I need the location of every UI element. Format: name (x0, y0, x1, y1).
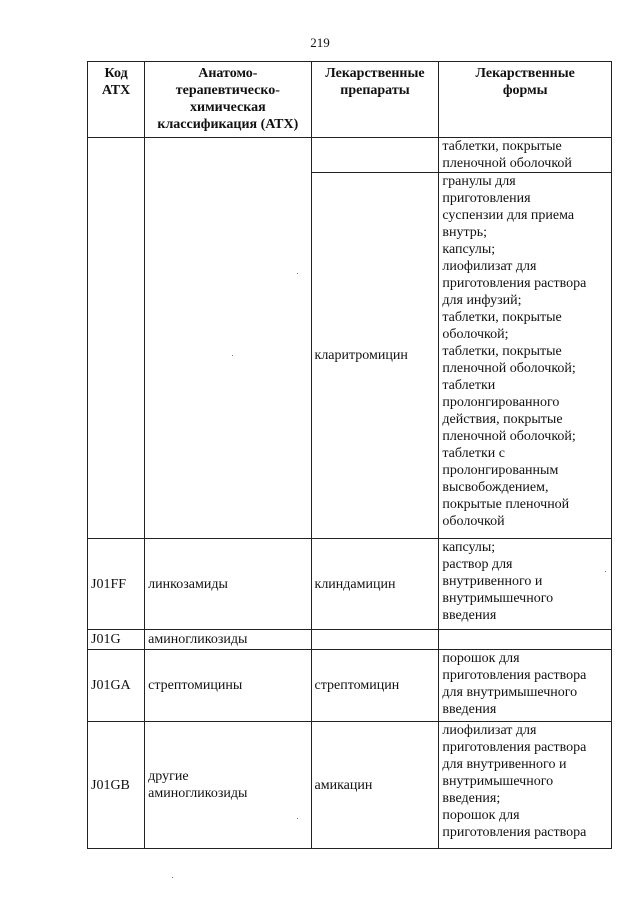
header-classification: Анатомо- терапевтическо- химическая классификация (АТХ) (145, 62, 311, 138)
drug-cell (311, 138, 439, 173)
header-forms: Лекарственные формы (439, 62, 612, 138)
scan-speck (297, 818, 298, 819)
group-cell: аминогликозиды (145, 630, 311, 650)
code-cell: J01GB (88, 722, 145, 849)
scan-speck (605, 571, 606, 572)
code-cell (88, 138, 145, 539)
header-drugs: Лекарственные препараты (311, 62, 439, 138)
table-row (88, 138, 612, 173)
header-code: Код АТХ (88, 62, 145, 138)
drug-cell: амикацин (311, 722, 439, 849)
scan-speck (297, 273, 298, 274)
group-cell (145, 138, 311, 539)
forms-cell: лиофилизат для приготовления раствора для внутривенного и внутримышечного введения; порошок для приготовления раствора (439, 722, 612, 849)
drug-cell (311, 630, 439, 650)
drug-cell: стрептомицин (311, 650, 439, 722)
forms-cell: таблетки, покрытые пленочной оболочкой (439, 138, 612, 173)
scan-speck (232, 355, 233, 356)
forms-cell: порошок для приготовления раствора для внутримышечного введения (439, 650, 612, 722)
scan-speck (172, 877, 173, 878)
forms-cell: капсулы; раствор для внутривенного и внутримышечного введения (439, 539, 612, 630)
group-cell: линкозамиды (145, 539, 311, 630)
code-cell: J01GA (88, 650, 145, 722)
drug-cell: кларитромицин (311, 173, 439, 539)
forms-cell: гранулы для приготовления суспензии для приема внутрь; капсулы; лиофилизат для приготовления раствора для инфузий; таблетки, покрытые оболочкой; таблетки, покрытые пленочной оболочкой; таблетки пролонгированного действия, покрытые пленочной оболочкой; таблетки с пролонгированным высвобождением, покрытые пленочной оболочкой (439, 173, 612, 539)
code-cell: J01FF (88, 539, 145, 630)
table-row (88, 722, 612, 849)
drug-cell: клиндамицин (311, 539, 439, 630)
atx-table (87, 61, 612, 849)
group-cell: стрептомицины (145, 650, 311, 722)
page-number: 219 (310, 35, 330, 50)
table-row (88, 650, 612, 722)
group-cell: другие аминогликозиды (145, 722, 311, 849)
table-row (88, 539, 612, 630)
table-row (88, 630, 612, 650)
forms-cell (439, 630, 612, 650)
code-cell: J01G (88, 630, 145, 650)
